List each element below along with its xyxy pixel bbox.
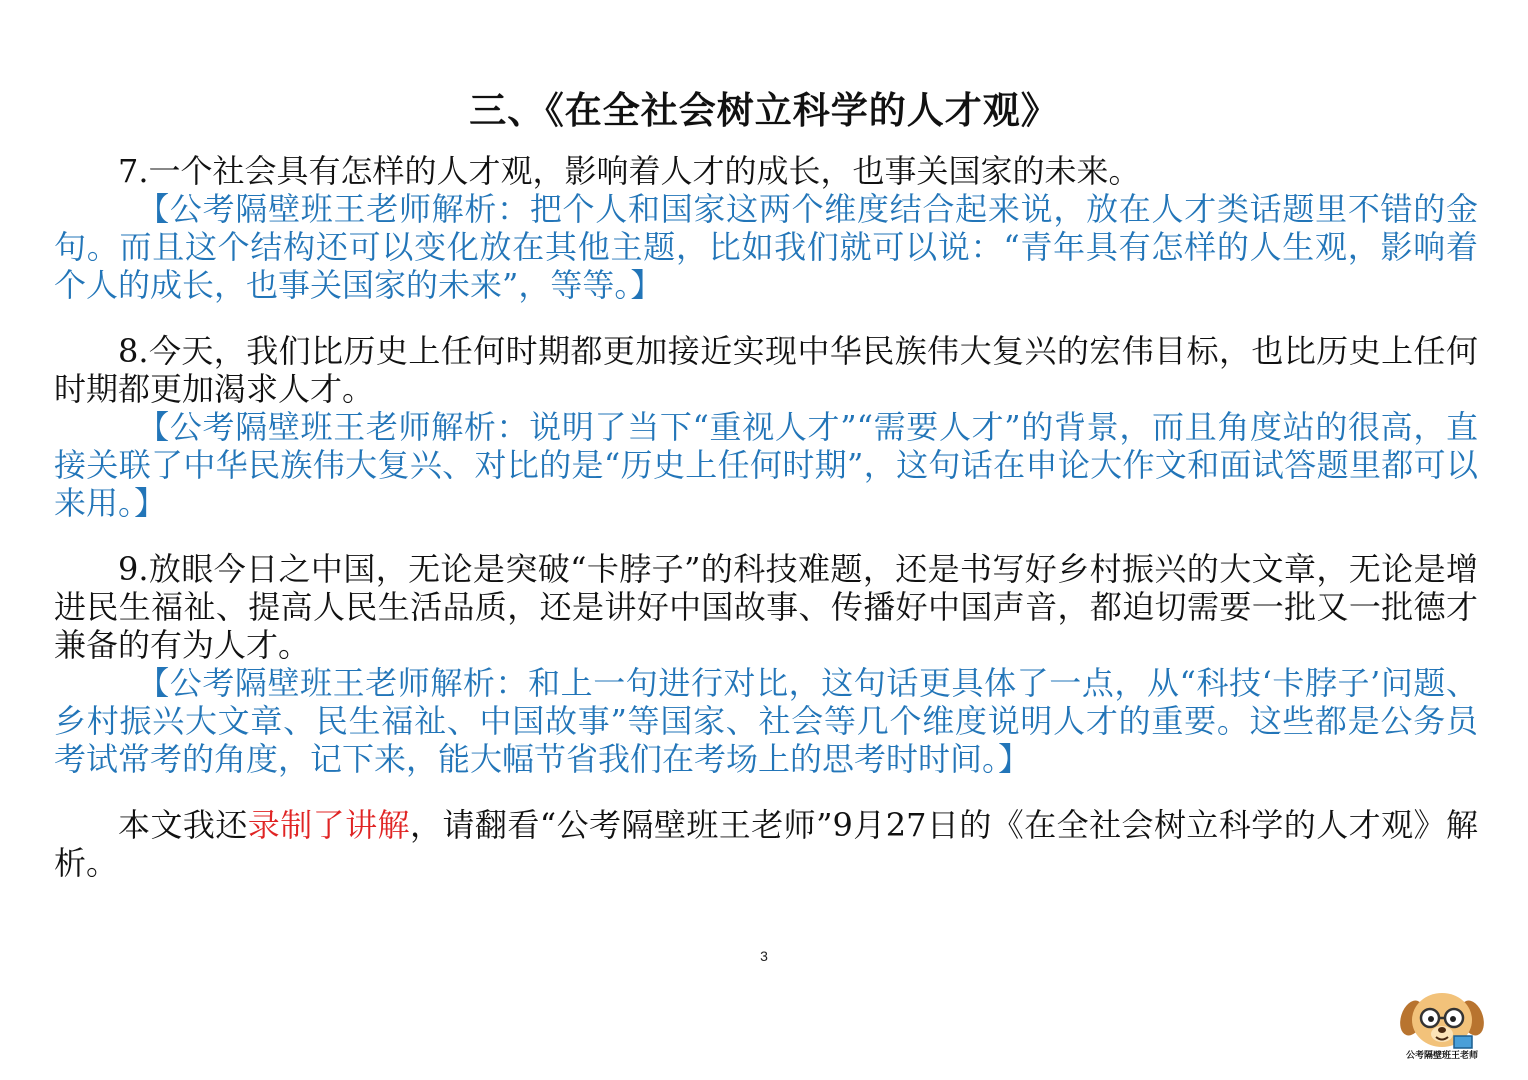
- recorded-explanation-highlight: 录制了讲解: [247, 806, 410, 844]
- closing-text-end: ，请翻看“公考隔壁班王老师”9月27日的《在全社会树立科学的人才观》解析。: [54, 806, 1478, 882]
- paragraph-7: 7.一个社会具有怎样的人才观，影响着人才的成长，也事关国家的未来。: [118, 152, 1141, 190]
- analysis-note-8: 【公考隔壁班王老师解析：说明了当下“重视人才”“需要人才”的背景，而且角度站的很高，直接关联了中华民族伟大复兴、对比的是“历史上任何时期”，这句话在申论大作文和面试答题里都可以来用。】: [54, 408, 1478, 522]
- closing-text-start: 本文我还: [118, 806, 248, 844]
- spacer: [54, 304, 1478, 332]
- analysis-note-9: 【公考隔壁班王老师解析：和上一句进行对比，这句话更具体了一点，从“科技‘卡脖子’问题、乡村振兴大文章、民生福祉、中国故事”等国家、社会等几个维度说明人才的重要。这些都是公务员考试常考的角度，记下来，能大幅节省我们在考场上的思考时时间。】: [54, 664, 1478, 778]
- spacer: [54, 522, 1478, 550]
- page-title: 三、《在全社会树立科学的人才观》: [469, 88, 1059, 132]
- closing-paragraph: [54, 806, 1478, 882]
- logo-caption: 公考隔壁班王老师: [1405, 1050, 1478, 1060]
- paragraph-8: 8.今天，我们比历史上任何时期都更加接近实现中华民族伟大复兴的宏伟目标，也比历史上任何时期都更加渴求人才。: [54, 332, 1478, 408]
- document-body: [54, 152, 1478, 882]
- spacer: [54, 778, 1478, 806]
- page-number: 3: [760, 948, 768, 964]
- paragraph-9: 9.放眼今日之中国，无论是突破“卡脖子”的科技难题，还是书写好乡村振兴的大文章，无论是增进民生福祉、提高人民生活品质，还是讲好中国故事、传播好中国声音，都迫切需要一批又一批德才兼备的有为人才。: [54, 550, 1478, 664]
- analysis-note-7: 【公考隔壁班王老师解析：把个人和国家这两个维度结合起来说，放在人才类话题里不错的金句。而且这个结构还可以变化放在其他主题，比如我们就可以说：“青年具有怎样的人生观，影响着个人的成长，也事关国家的未来”，等等。】: [54, 190, 1478, 304]
